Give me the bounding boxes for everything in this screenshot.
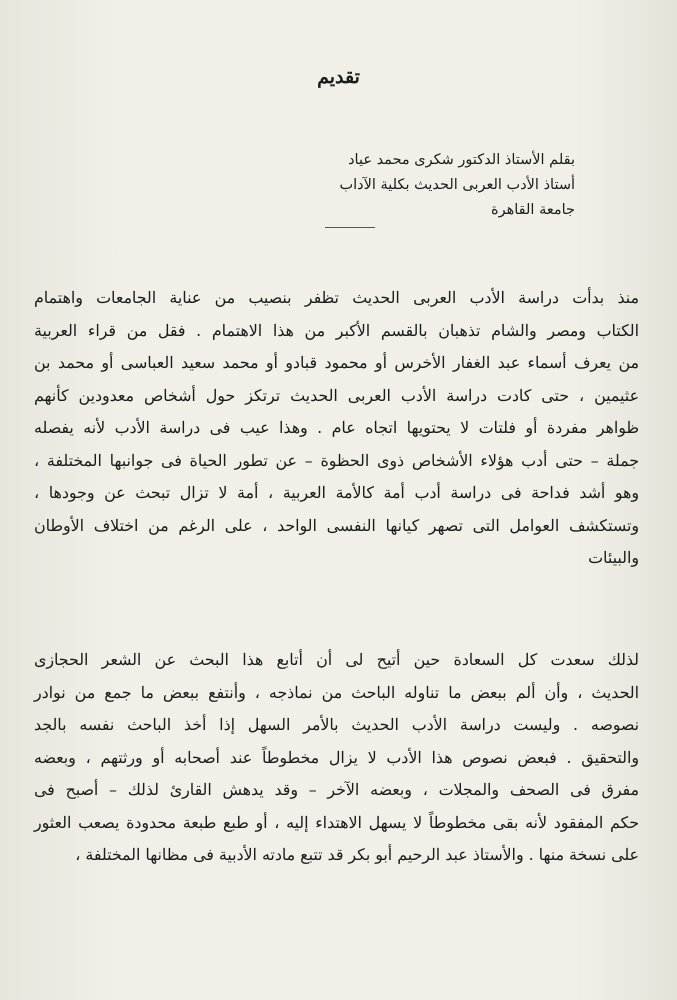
text-line: من يعرف أسماء عبد الغفار الأخرس أو محمود قبادو أو محمد سعيد العباسى أو محمد بن <box>34 353 639 372</box>
text-line: وهو أشد فداحة فى دراسة أدب أمة كالأمة العربية ، أمة لا تزال تبحث عن وجودها ، <box>34 483 639 502</box>
paragraph-1 <box>34 282 639 575</box>
text-line: والبيئات <box>588 548 639 567</box>
byline-divider <box>325 227 375 228</box>
text-line: وتستكشف العوامل التى تصهر كيانها النفسى الواحد ، على الرغم من اختلاف الأوطان <box>34 515 639 535</box>
author-byline <box>155 148 575 228</box>
paragraph-2 <box>34 644 639 872</box>
text-line: على نسخة منها . والأستاذ عبد الرحيم أبو بكر قد تتبع مادته الأدبية فى مظانها المختلفة ، <box>75 845 639 864</box>
text-line: الحديث ، وأن ألم ببعض ما تناوله الباحث من نماذجه ، وأنتفع ببعض ما جمع من نوادر <box>34 682 639 702</box>
page-title: تقديم <box>317 66 360 88</box>
text-line: مفرق فى الصحف والمجلات ، وبعضه الآخر – وقد يدهش القارئ لذلك – أصبح فى <box>34 780 639 799</box>
text-line: جملة – حتى أدب هؤلاء الأشخاص ذوى الحظوة – عن تطور الحياة فى جوانبها المختلفة ، <box>34 450 639 470</box>
text-line: حكم المفقود لأنه بقى مخطوطاً لا يسهل الاهتداء إليه ، أو طبع طبعة محدودة يصعب العثور <box>34 812 639 832</box>
text-line: نصوصه . وليست دراسة الأدب الحديث بالأمر السهل إذا أخذ الباحث نفسه بالجد <box>34 715 639 734</box>
text-line: ظواهر مفردة أو فلتات لا يحتويها اتجاه عام . وهذا عيب فى دراسة الأدب لأنه يفصله <box>34 418 639 437</box>
byline-position: أستاذ الأدب العربى الحديث بكلية الآداب <box>339 177 575 193</box>
text-line: عثيمين ، حتى كادت دراسة الأدب العربى الحديث ترتكز حول أشخاص معدودين كأنهم <box>34 385 639 405</box>
byline-university: جامعة القاهرة <box>491 202 575 218</box>
byline-author: بقلم الأستاذ الدكتور شكرى محمد عياد <box>348 152 575 168</box>
text-line: منذ بدأت دراسة الأدب العربى الحديث تظفر بنصيب من عناية الجامعات واهتمام <box>34 288 639 307</box>
text-line: لذلك سعدت كل السعادة حين أتيح لى أن أتابع هذا البحث عن الشعر الحجازى <box>34 650 639 669</box>
text-line: الكتاب ومصر والشام تذهبان بالقسم الأكبر من هذا الاهتمام . فقل من قراء العربية <box>34 320 639 340</box>
text-line: والتحقيق . فبعض نصوص هذا الأدب لا يزال مخطوطاً عند أصحابه أو ورثتهم ، وبعضه <box>34 747 639 767</box>
